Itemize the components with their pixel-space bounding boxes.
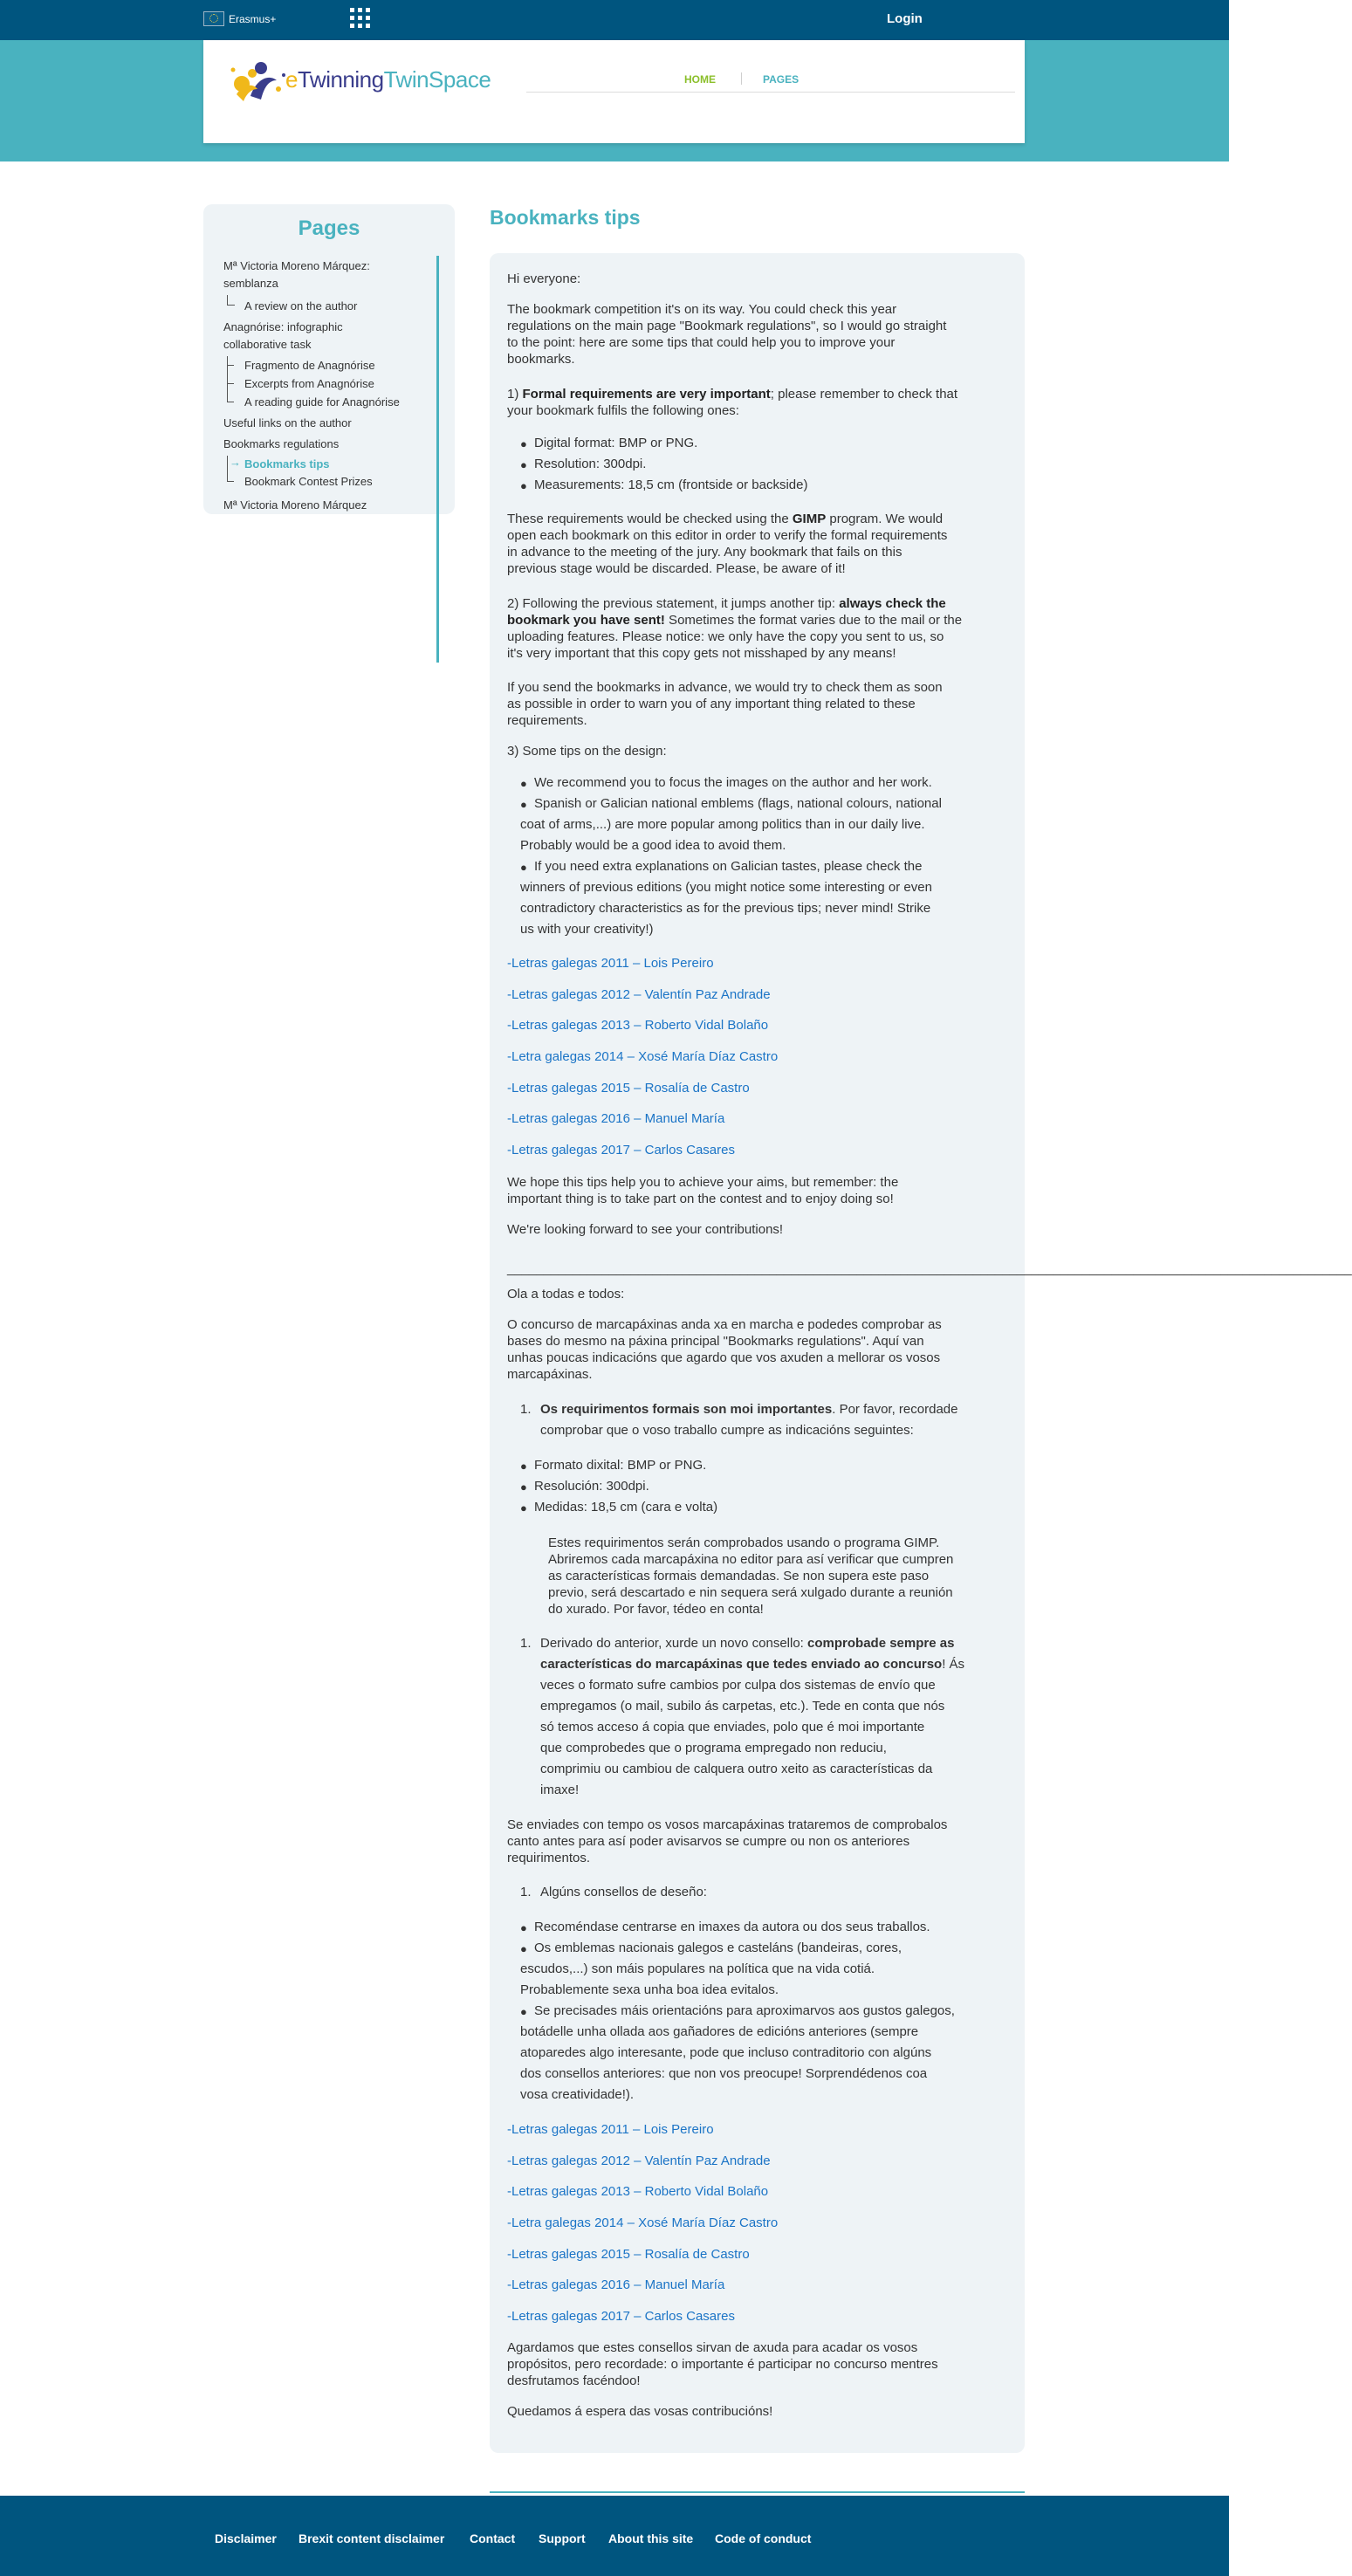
tip-gl: Os emblemas nacionais galegos e casteláns (bandeiras, cores, (534, 1941, 902, 1955)
tip-item: us with your creativity!) (520, 922, 654, 937)
point1: 1) Formal requirements are very important; please remember to check that (507, 387, 958, 402)
tree-connector (227, 383, 234, 384)
footer-about[interactable]: About this site (608, 2531, 694, 2545)
tree-connector (227, 295, 235, 306)
nav-home[interactable]: HOME (684, 73, 716, 86)
bullet-icon: ● (520, 798, 527, 811)
list-number: 1. (520, 1402, 532, 1417)
login-link[interactable]: Login (887, 11, 923, 26)
tree-connector (227, 456, 228, 482)
link-letras-2013-gl[interactable]: -Letras galegas 2013 – Roberto Vidal Bolaño (507, 2184, 769, 2199)
tip-item: contradictory characteristics as for the previous tips; never mind! Strike (520, 901, 931, 916)
point2: bookmark you have sent! Sometimes the format varies due to the mail or the (507, 613, 963, 628)
sidebar-item-reading-guide[interactable]: A reading guide for Anagnórise (244, 395, 400, 409)
greeting-gl: Ola a todas e todos: (507, 1287, 625, 1302)
closing-gl: Quedamos á espera das vosas contribucións! (507, 2404, 773, 2419)
point2-gl: veces o formato sufre cambios por culpa dos sistemas de envío que (540, 1678, 936, 1693)
tip-gl: Probablemente sexa unha boa idea evitalos. (520, 1982, 779, 1997)
link-letras-2013[interactable]: -Letras galegas 2013 – Roberto Vidal Bolaño (507, 1018, 769, 1033)
bullet-icon: ● (520, 479, 527, 492)
bullet-icon: ● (520, 458, 527, 471)
tip-item: We recommend you to focus the images on the author and her work. (534, 775, 932, 790)
list-number: 1. (520, 1636, 532, 1651)
link-letras-2012-gl[interactable]: -Letras galegas 2012 – Valentín Paz Andrade (507, 2154, 771, 2168)
requirement-gl: Resolución: 300dpi. (534, 1479, 649, 1494)
point2-gl: comprimiu ou cambiou de calquera outro xeito as características da (540, 1762, 933, 1776)
gimp-text: These requirements would be checked using the GIMP program. We would (507, 512, 944, 526)
sidebar-item-victoria-semblanza-2[interactable]: semblanza (223, 277, 278, 290)
point2-gl: só temos acceso á copia que enviades, polo que é moi importante (540, 1720, 925, 1735)
tip-item: winners of previous editions (you might notice some interesting or even (520, 880, 932, 895)
point3-gl: Algúns consellos de deseño: (540, 1885, 707, 1899)
gimp-text: open each bookmark on this editor in order to verify the formal requirements (507, 528, 948, 543)
requirement-item: Measurements: 18,5 cm (frontside or backside) (534, 477, 808, 492)
tip-item: coat of arms,...) are more popular among politics than in our daily live. (520, 817, 925, 832)
bullet-icon: ● (520, 1942, 527, 1955)
apps-grid-icon[interactable] (350, 8, 370, 28)
tip-item: Probably would be a good idea to avoid them. (520, 838, 786, 853)
bullet-icon: ● (520, 2005, 527, 2018)
link-letras-2012[interactable]: -Letras galegas 2012 – Valentín Paz Andrade (507, 987, 771, 1002)
point2-gl: Derivado do anterior, xurde un novo consello: comprobade sempre as (540, 1636, 955, 1651)
forward-text: We're looking forward to see your contributions! (507, 1222, 784, 1237)
point2: it's very important that this copy gets not misshaped by any means! (507, 646, 896, 661)
advance-text: If you send the bookmarks in advance, we would try to check them as soon (507, 680, 943, 695)
intro-line: to the point: here are some tips that could help you to improve your (507, 335, 896, 350)
sidebar-title: Pages (298, 216, 360, 240)
tree-connector (227, 365, 234, 366)
point2-gl: que comprobedes que o programa empregado non reduciu, (540, 1741, 887, 1755)
nav-separator (741, 72, 742, 85)
bullet-icon: ● (520, 437, 527, 450)
intro-gl: O concurso de marcapáxinas anda xa en marcha e podedes comprobar as (507, 1317, 942, 1332)
tip-gl: Recoméndase centrarse en imaxes da autora ou dos seus traballos. (534, 1920, 930, 1934)
sidebar-item-victoria[interactable]: Mª Victoria Moreno Márquez (223, 498, 367, 512)
gimp-gl: do xurado. Por favor, tédeo en conta! (548, 1602, 764, 1617)
requirement-item: Digital format: BMP or PNG. (534, 436, 698, 450)
footer-code-of-conduct[interactable]: Code of conduct (715, 2531, 812, 2545)
intro-gl: bases do mesmo na páxina principal "Bookmarks regulations". Aquí van (507, 1334, 924, 1349)
header-divider (526, 92, 1015, 93)
sidebar-item-infographic[interactable]: Anagnórise: infographic (223, 320, 343, 333)
requirement-item: Resolution: 300dpi. (534, 457, 647, 471)
hope-gl: Agardamos que estes consellos sirvan de axuda para acadar os vosos (507, 2340, 918, 2355)
point2-gl: características do marcapáxinas que tedes enviado ao concurso! Ás (540, 1657, 965, 1672)
arrow-right-icon: → (230, 456, 241, 469)
footer-support[interactable]: Support (539, 2531, 586, 2545)
sidebar-item-review-author[interactable]: A review on the author (244, 299, 358, 313)
tip-gl: escudos,...) son máis populares na política que na vida cotiá. (520, 1961, 875, 1976)
gimp-gl: as características formais demandadas. Se non supera este paso (548, 1569, 930, 1583)
point1-cont: your bookmark fulfils the following ones: (507, 403, 739, 418)
intro-line: regulations on the main page "Bookmark regulations", so I would go straight (507, 319, 947, 333)
bullet-icon: ● (520, 861, 527, 874)
sidebar-item-useful-links[interactable]: Useful links on the author (223, 416, 352, 429)
advance-gl: requirimentos. (507, 1851, 591, 1865)
tip-gl: atoparedes algo interesante, pode que incluso contraditorio con algúns (520, 2045, 932, 2060)
tip-item: Spanish or Galician national emblems (flags, national colours, national (534, 796, 942, 811)
intro-gl: unhas poucas indicacións que agardo que vos axuden a mellorar os vosos (507, 1350, 941, 1365)
gimp-gl: previo, será descartado e nin sequera será xulgado durante a reunión (548, 1585, 953, 1600)
link-letras-2015-gl[interactable]: -Letras galegas 2015 – Rosalía de Castro (507, 2247, 750, 2262)
point3: 3) Some tips on the design: (507, 744, 667, 759)
link-letras-2011[interactable]: -Letras galegas 2011 – Lois Pereiro (507, 956, 714, 971)
hope-gl: desfrutamos facéndoo! (507, 2373, 641, 2388)
intro-gl: marcapáxinas. (507, 1367, 593, 1382)
point2: uploading features. Please notice: we only have the copy you sent to us, so (507, 629, 944, 644)
footer-brexit-disclaimer[interactable]: Brexit content disclaimer (299, 2531, 445, 2545)
point1-gl: comprobar que o voso traballo cumpre as indicacións seguintes: (540, 1423, 914, 1438)
intro-line: bookmarks. (507, 352, 575, 367)
pages-sidebar (203, 204, 455, 514)
logo-e: e (285, 66, 298, 93)
tip-item: If you need extra explanations on Galician tastes, please check the (534, 859, 923, 874)
point1-gl: Os requirimentos formais son moi importantes. Por favor, recordade (540, 1402, 958, 1417)
bullet-icon: ● (520, 1460, 527, 1473)
erasmus-label[interactable]: Erasmus+ (229, 13, 277, 25)
hope-text: important thing is to take part on the contest and to enjoy doing so! (507, 1192, 894, 1206)
sidebar-item-victoria-semblanza[interactable]: Mª Victoria Moreno Márquez: (223, 259, 370, 272)
tree-connector (227, 356, 228, 402)
tip-gl: vosa creatividade!). (520, 2087, 635, 2102)
tip-gl: dos consellos anteriores: que non vos preocupe! Sorprendédenos coa (520, 2066, 928, 2081)
advance-text: requirements. (507, 713, 587, 728)
requirement-gl: Formato dixital: BMP or PNG. (534, 1458, 707, 1473)
requirement-gl: Medidas: 18,5 cm (cara e volta) (534, 1500, 718, 1515)
tip-gl: botádelle unha ollada aos gañadores de edicións anteriores (sempre (520, 2024, 919, 2039)
point2-gl: empregamos (o mail, subilo ás carpetas, etc.). Tede en conta que nós (540, 1699, 945, 1714)
sidebar-item-contest-prizes[interactable]: Bookmark Contest Prizes (244, 475, 373, 488)
sidebar-item-bookmarks-tips[interactable]: Bookmarks tips (244, 457, 330, 471)
greeting: Hi everyone: (507, 271, 581, 286)
bullet-icon: ● (520, 1501, 527, 1515)
link-letras-2016-gl[interactable]: -Letras galegas 2016 – Manuel María (507, 2277, 725, 2292)
advance-text: as possible in order to warn you of any important thing related to these (507, 697, 916, 711)
gimp-gl: Estes requirimentos serán comprobados usando o programa GIMP. (548, 1535, 940, 1550)
link-letras-2017[interactable]: -Letras galegas 2017 – Carlos Casares (507, 1143, 735, 1157)
bullet-icon: ● (520, 1921, 527, 1934)
sidebar-item-fragmento[interactable]: Fragmento de Anagnórise (244, 359, 375, 372)
footer-contact[interactable]: Contact (470, 2531, 516, 2545)
hope-gl: propósitos, pero recordade: o importante é participar no concurso mentres (507, 2357, 938, 2372)
point2: 2) Following the previous statement, it jumps another tip: always check the (507, 596, 946, 611)
etwinning-wordmark (285, 66, 491, 93)
section-divider: ____________________________________________________________________________________________________________________ (507, 1261, 1352, 1276)
hope-text: We hope this tips help you to achieve your aims, but remember: the (507, 1175, 899, 1190)
link-letras-2015[interactable]: -Letras galegas 2015 – Rosalía de Castro (507, 1081, 750, 1096)
top-bar (0, 0, 1229, 40)
intro-line: The bookmark competition it's on its way. You could check this year (507, 302, 897, 317)
logo-twinning: Twinning (297, 66, 384, 93)
link-letras-2017-gl[interactable]: -Letras galegas 2017 – Carlos Casares (507, 2309, 735, 2324)
bullet-icon: ● (520, 1480, 527, 1494)
link-letras-2016[interactable]: -Letras galegas 2016 – Manuel María (507, 1111, 725, 1126)
tree-connector (227, 481, 234, 482)
link-letras-2014[interactable]: -Letra galegas 2014 – Xosé María Díaz Castro (507, 1049, 779, 1064)
footer-accent-line (490, 2491, 1025, 2493)
bullet-icon: ● (520, 777, 527, 790)
page-title: Bookmarks tips (490, 206, 641, 229)
gimp-gl: Abriremos cada marcapáxina no editor para así verificar que cumpren (548, 1552, 954, 1567)
sidebar-item-bookmarks-regulations[interactable]: Bookmarks regulations (223, 437, 340, 450)
nav-pages[interactable]: PAGES (763, 73, 800, 86)
sidebar-scrollbar[interactable] (436, 256, 439, 663)
sidebar-item-infographic-2[interactable]: collaborative task (223, 338, 312, 351)
link-letras-2011-gl[interactable]: -Letras galegas 2011 – Lois Pereiro (507, 2122, 714, 2137)
link-letras-2014-gl[interactable]: -Letra galegas 2014 – Xosé María Díaz Castro (507, 2215, 779, 2230)
eu-flag-icon (203, 11, 224, 26)
logo-twinspace: TwinSpace (383, 66, 491, 93)
footer-disclaimer[interactable]: Disclaimer (215, 2531, 277, 2545)
point2-gl: imaxe! (540, 1783, 580, 1797)
list-number: 1. (520, 1885, 532, 1899)
tip-gl: Se precisades máis orientacións para aproximarvos aos gustos galegos, (534, 2003, 955, 2018)
header-card (203, 40, 1025, 143)
gimp-text: previous stage would be discarded. Please, be aware of it! (507, 561, 846, 576)
sidebar-item-excerpts[interactable]: Excerpts from Anagnórise (244, 377, 374, 390)
advance-gl: canto antes para así poder avisarvos se cumpre ou non os anteriores (507, 1834, 910, 1849)
advance-gl: Se enviades con tempo os vosos marcapáxinas trataremos de comprobalos (507, 1817, 948, 1832)
gimp-text: in advance to the meeting of the jury. Any bookmark that fails on this (507, 545, 902, 560)
